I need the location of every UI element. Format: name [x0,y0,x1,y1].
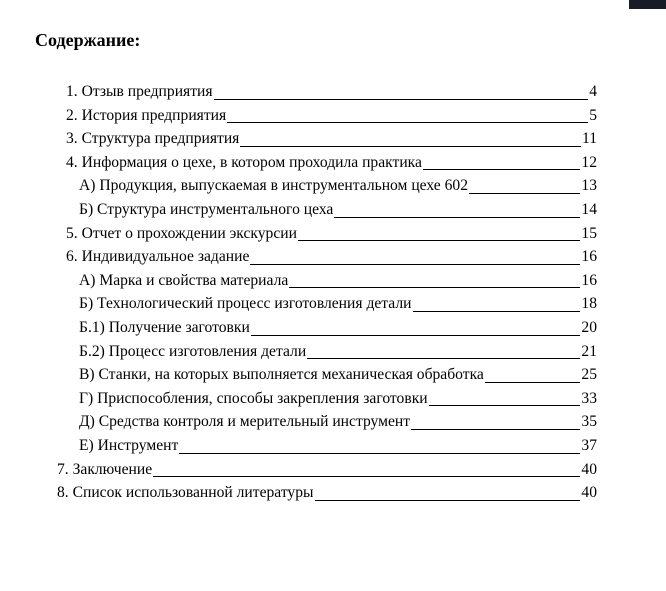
toc-entry-page-number: 13 [581,177,597,195]
toc-entry-page-number: 14 [581,200,597,218]
toc-leader-line [468,174,581,198]
toc-entry [35,174,597,198]
toc-entry-label: 4. Информация о цехе, в котором проходила практика [66,153,422,171]
toc-entry-page-number: 5 [589,106,597,124]
toc-entry-label: В) Станки, на которых выполняется механическая обработка [79,366,484,384]
toc-entry [35,292,597,316]
toc-entry-label: 8. Список использованной литературы [57,484,314,502]
toc-entry-page-number: 33 [581,389,597,407]
toc-entry-page-number: 25 [581,366,597,384]
toc-entry-label: А) Марка и свойства материала [79,271,289,289]
toc-entry [35,434,597,458]
toc-entry-label: Д) Средства контроля и мерительный инструмент [79,413,411,431]
toc-entry-page-number: 4 [589,83,597,100]
toc-entry [35,127,597,151]
toc-entry [35,340,597,364]
toc-entry [35,410,597,434]
toc-entry-label: 5. Отчет о прохождении экскурсии [66,224,297,242]
toc-leader-line [412,292,582,316]
toc-leader-line [314,481,582,505]
toc-leader-line [297,222,581,246]
toc-entry-label: Е) Инструмент [79,436,179,454]
toc-entry [35,151,597,175]
toc-leader-line [249,245,581,269]
toc-entry-label: Б.1) Получение заготовки [79,318,250,336]
toc-entry-label: Г) Приспособления, способы закрепления заготовки [79,389,428,407]
toc-entry-page-number: 16 [581,271,597,289]
toc-entry-label: Б) Технологический процесс изготовления детали [79,295,412,313]
toc-leader-line [333,198,581,222]
toc-leader-line [422,151,581,175]
toc-leader-line [226,104,589,128]
toc-leader-line [484,363,582,387]
toc-entry-label: 7. Заключение [57,460,153,478]
toc-leader-line [250,316,582,340]
toc-entry [35,198,597,222]
toc-entry-page-number: 18 [581,295,597,313]
toc-entry-page-number: 15 [581,224,597,242]
window-corner-fragment [629,0,666,9]
toc-leader-line [152,458,581,482]
toc-entry [35,269,597,293]
toc-entry-page-number: 11 [581,130,597,148]
page-title: Содержание: [35,30,141,50]
toc-leader-line [428,387,582,411]
toc-entry-page-number: 20 [581,318,597,336]
toc-leader-line [410,410,581,434]
toc-leader-line [213,80,590,104]
toc-entry-page-number: 40 [581,484,597,502]
toc-entry [35,363,597,387]
toc-entry-page-number: 37 [581,436,597,454]
toc-entry-page-number: 40 [581,460,597,478]
toc-entry [35,222,597,246]
toc-leader-line [288,269,581,293]
toc-entry-label: 6. Индивидуальное задание [66,248,250,266]
toc-leader-line [306,340,581,364]
toc-entry-label: Б.2) Процесс изготовления детали [79,342,307,360]
toc-entry [35,245,597,269]
toc-entry [35,481,597,505]
toc-entry-label: 2. История предприятия [66,106,227,124]
toc-entry [35,458,597,482]
toc-entry-page-number: 12 [581,153,597,171]
toc-entry [35,387,597,411]
toc-entry [35,104,597,128]
table-of-contents [35,80,597,505]
toc-entry [35,316,597,340]
toc-leader-line [178,434,581,458]
toc-entry-page-number: 21 [581,342,597,360]
toc-entry-label: Б) Структура инструментального цеха [79,200,334,218]
toc-entry-label: А) Продукция, выпускаемая в инструментальном цехе 602 [79,177,469,195]
toc-entry-page-number: 16 [581,248,597,266]
toc-leader-line [239,127,582,151]
toc-entry [35,80,597,104]
toc-entry-label: 1. Отзыв предприятия [66,83,213,100]
toc-entry-label: 3. Структура предприятия [66,130,240,148]
toc-entry-page-number: 35 [581,413,597,431]
